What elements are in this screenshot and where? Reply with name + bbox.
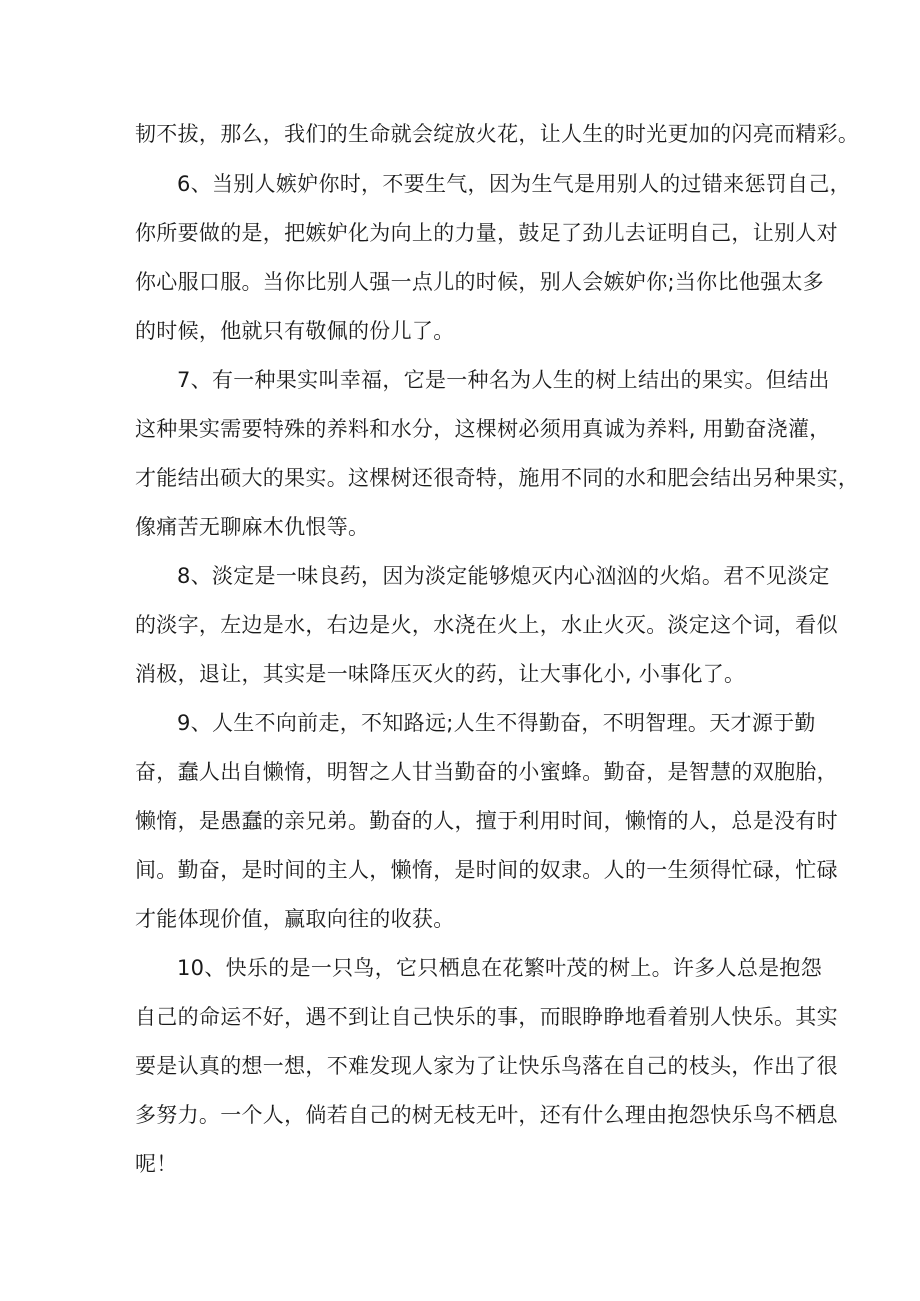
paragraph-9-line: 懒惰，是愚蠢的亲兄弟。勤奋的人，擅于利用时间，懒惰的人，总是没有时 bbox=[135, 809, 838, 833]
paragraph-7-line: 这种果实需要特殊的养料和水分，这棵树必须用真诚为养料, 用勤奋浇灌， bbox=[135, 417, 831, 441]
paragraph-8-line: 消极，退让，其实是一味降压灭火的药，让大事化小, 小事化了。 bbox=[135, 662, 746, 686]
paragraph-10-line: 要是认真的想一想，不难发现人家为了让快乐鸟落在自己的枝头，作出了很 bbox=[135, 1054, 838, 1078]
paragraph-9-line: 才能体现价值，赢取向往的收获。 bbox=[135, 907, 455, 931]
paragraph-10-line: 10、快乐的是一只鸟，它只栖息在花繁叶茂的树上。许多人总是抱怨 bbox=[177, 956, 823, 980]
paragraph-8-line: 的淡字，左边是水，右边是火，水浇在火上，水止火灭。淡定这个词，看似 bbox=[135, 613, 838, 637]
paragraph-9-line: 9、人生不向前走，不知路远;人生不得勤奋，不明智理。天才源于勤 bbox=[177, 711, 816, 735]
paragraph-8-line: 8、淡定是一味良药，因为淡定能够熄灭内心汹汹的火焰。君不见淡定 bbox=[177, 564, 830, 588]
paragraph-10-line: 呢！ bbox=[135, 1152, 178, 1176]
paragraph-10-line: 自己的命运不好，遇不到让自己快乐的事，而眼睁睁地看着别人快乐。其实 bbox=[135, 1005, 838, 1029]
text-line: 韧不拔，那么，我们的生命就会绽放火花，让人生的时光更加的闪亮而精彩。 bbox=[135, 122, 860, 146]
paragraph-9-line: 间。勤奋，是时间的主人，懒惰，是时间的奴隶。人的一生须得忙碌，忙碌 bbox=[135, 858, 838, 882]
paragraph-6-line: 6、当别人嫉妒你时，不要生气，因为生气是用别人的过错来惩罚自己， bbox=[177, 172, 851, 196]
paragraph-7-line: 才能结出硕大的果实。这棵树还很奇特，施用不同的水和肥会结出另种果实， bbox=[135, 466, 860, 490]
paragraph-10-line: 多努力。一个人，倘若自己的树无枝无叶，还有什么理由抱怨快乐鸟不栖息 bbox=[135, 1103, 838, 1127]
paragraph-7-line: 像痛苦无聊麻木仇恨等。 bbox=[135, 515, 370, 539]
paragraph-6-line: 的时候，他就只有敬佩的份儿了。 bbox=[135, 319, 455, 343]
paragraph-6-line: 你所要做的是，把嫉妒化为向上的力量，鼓足了劲儿去证明自己，让别人对 bbox=[135, 221, 838, 245]
paragraph-9-line: 奋，蠢人出自懒惰，明智之人甘当勤奋的小蜜蜂。勤奋，是智慧的双胞胎， bbox=[135, 760, 838, 784]
paragraph-6-line: 你心服口服。当你比别人强一点儿的时候，别人会嫉妒你;当你比他强太多 bbox=[135, 270, 824, 294]
paragraph-7-line: 7、有一种果实叫幸福，它是一种名为人生的树上结出的果实。但结出 bbox=[177, 368, 830, 392]
